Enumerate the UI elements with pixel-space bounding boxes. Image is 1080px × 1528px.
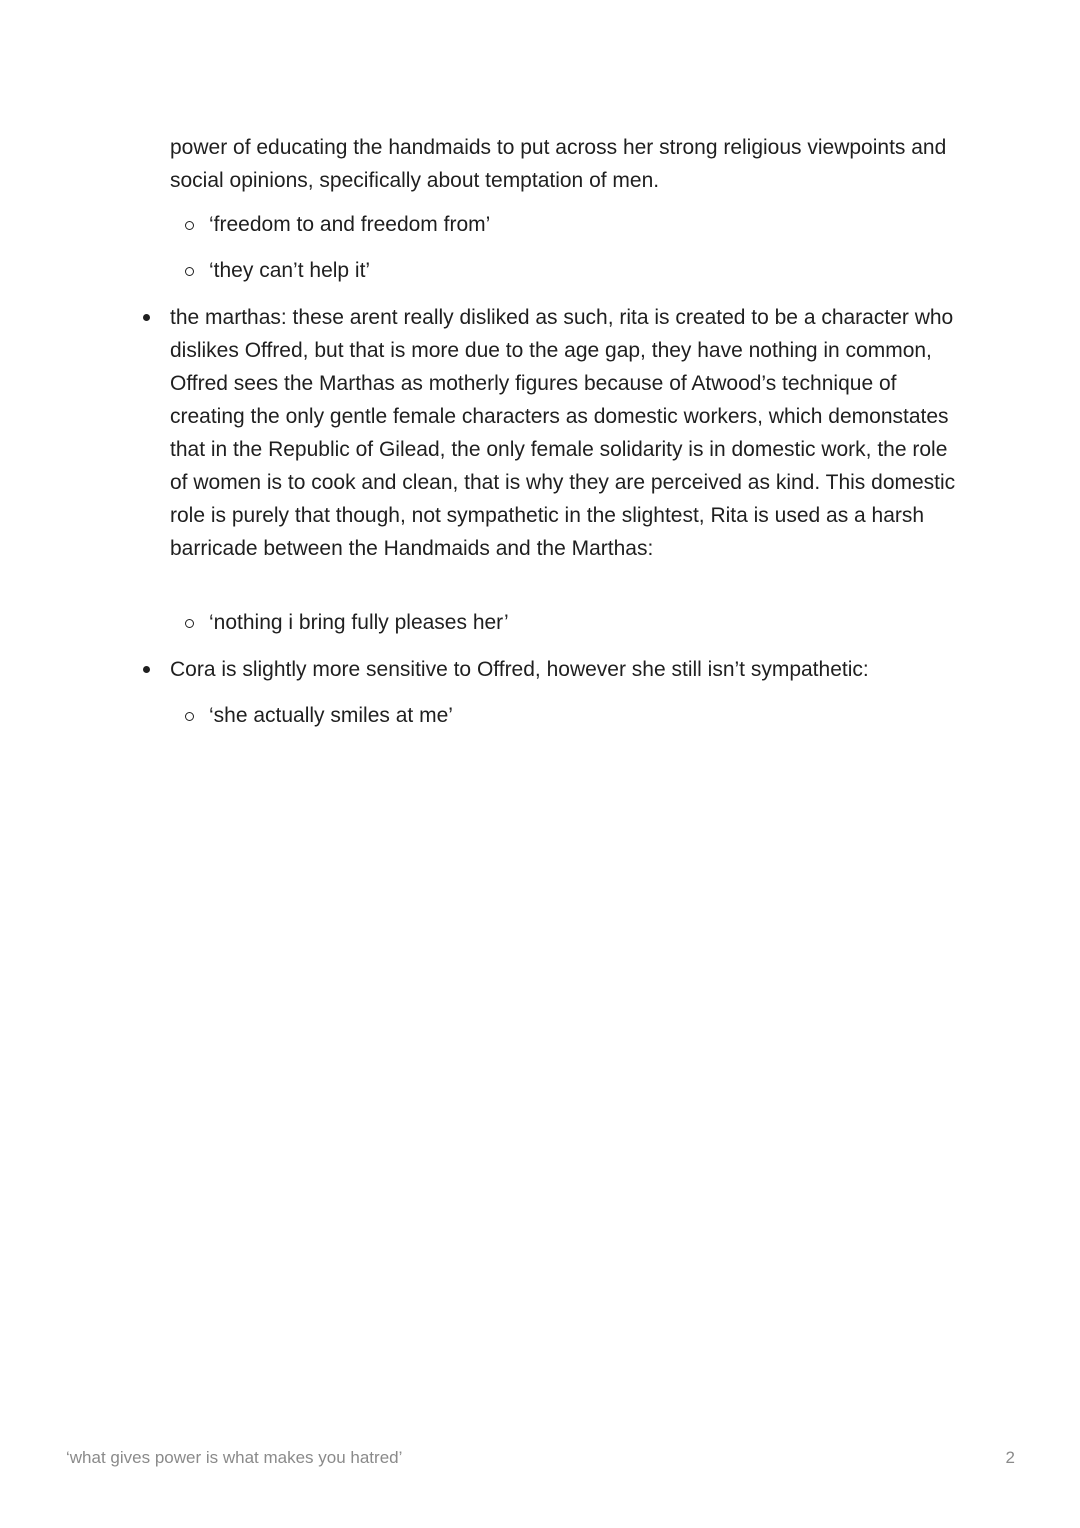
filled-bullet-icon [143, 666, 150, 673]
hollow-bullet-icon [185, 712, 194, 721]
quote-text: ‘nothing i bring fully pleases her’ [209, 611, 509, 634]
bullet-text: the marthas: these arent really disliked as such, rita is created to be a character who dislikes Offred, but that is more due to the age gap, they have nothing in common, Offred sees the Marthas as motherly figures because of Atwood’s technique of creating the only gentle female characters as domestic workers, which demonstates that in the Republic of Gilead, the only female solidarity is in domestic work, the role of women is to cook and clean, that is why they are perceived as kind. This domestic role is purely that though, not sympathetic in the slightest, Rita is used as a harsh barricade between the Handmaids and the Marthas: [170, 306, 956, 560]
continuation-paragraph: power of educating the handmaids to put across her strong religious viewpoints and social opinions, specifically about temptation of men. [170, 136, 947, 192]
quote-text: ‘she actually smiles at me’ [209, 704, 453, 727]
filled-bullet-icon [143, 314, 150, 321]
bullet-text: Cora is slightly more sensitive to Offred, however she still isn’t sympathetic: [170, 658, 869, 681]
footer-title: ‘what gives power is what makes you hatred’ [66, 1448, 403, 1467]
hollow-bullet-icon [185, 221, 194, 230]
hollow-bullet-icon [185, 267, 194, 276]
bullet-item-cora [140, 653, 960, 686]
page-number: 2 [1005, 1448, 1015, 1467]
bullet-item-marthas [140, 301, 960, 565]
quote-text: ‘freedom to and freedom from’ [209, 213, 491, 236]
quote-text: ‘they can’t help it’ [209, 259, 371, 282]
hollow-bullet-icon [185, 619, 194, 628]
